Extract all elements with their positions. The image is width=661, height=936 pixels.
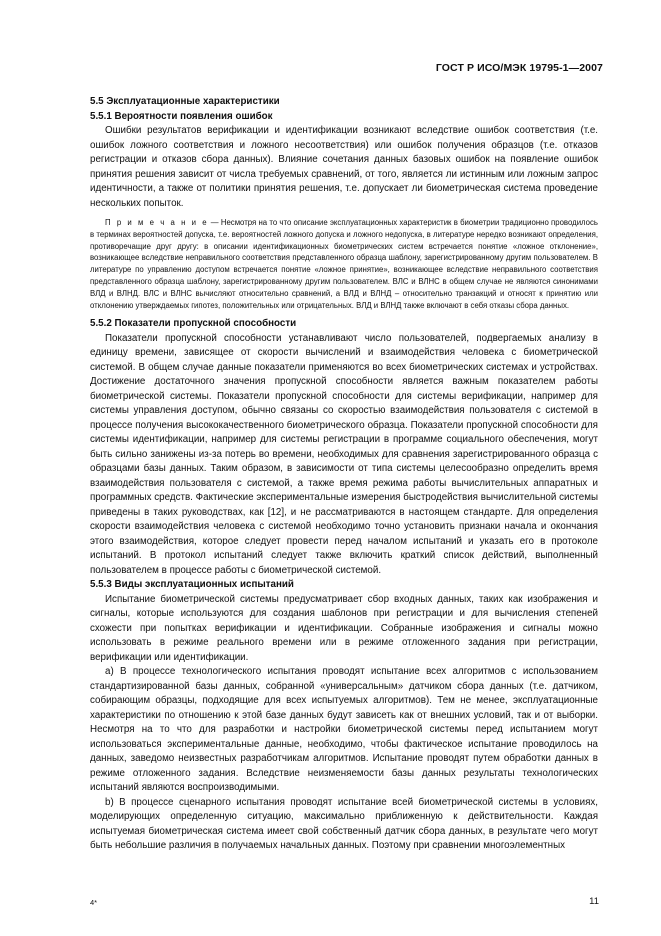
note-label: П р и м е ч а н и е [105,218,209,227]
section-5-5-1-title: 5.5.1 Вероятности появления ошибок [90,110,273,122]
page-number: 11 [589,896,599,907]
section-5-5-1-paragraph: Ошибки результатов верификации и идентификации возникают вследствие ошибок соответствия (т.е. ошибок ложного соответствия и ложного несоответствия) или ошибок получения образцов (т.е. отказов регистрации и отказов сбора данных). Влияние сочетания данных базовых ошибок на появление ошибок принятия решения зависит от числа требуемых сравнений, от того, является ли истинным или ложным запрос идентичности, а также от политики принятия решения, т.е. допускает ли биометрическая система проведение нескольких попыток. [90,125,598,209]
document-header: ГОСТ Р ИСО/МЭК 19795-1—2007 [435,62,603,74]
sheet-mark: 4* [90,898,98,907]
list-item-a: а) В процессе технологического испытания проводят испытание всех алгоритмов с использованием стандартизированной базы данных, собранной «универсальным» датчиком сбора данных (т.е. датчиком, собирающим образцы, подходящие для всех испытуемых алгоритмов). Тем не менее, эксплуатационные характеристики по отношению к этой базе данных будут зависеть как от внешних условий, так и от выборки. Несмотря на то что для разработки и настройки биометрической системы перед испытанием могут использоваться экспериментальные данные, необходимо, чтобы фактическое испытание проводилось на данных, заведомо неизвестных разработчикам алгоритмов. Испытание проводят путем обработки данных в режиме отложенного задания. Вследствие неизменяемости базы данных результаты технологических испытаний являются воспроизводимыми. [90,666,598,794]
list-item-b: b) В процессе сценарного испытания проводят испытание всей биометрической системы в условиях, моделирующих определенную ситуацию, максимально приближенную к действительности. Каждая испытуемая биометрическая система имеет свой собственный датчик сбора данных, в результате чего могут быть небольшие различия в получаемых начальных данных. Поэтому при сравнении многоэлементных [90,796,598,852]
section-5-5-3-title: 5.5.3 Виды эксплуатационных испытаний [90,579,294,591]
section-5-5-2-title: 5.5.2 Показатели пропускной способности [90,318,297,330]
page-content [90,95,598,854]
note-text: — Несмотря на то что описание эксплуатационных характеристик в биометрии традиционно проводилось в терминах вероятностей допуска, т.е. вероятностей ложного допуска и ложного недопуска, в литературе нередко возникают определения, противоречащие друг другу: в описании идентификационных биометрических систем встречается понятие «ложное отклонение», возникающее вследствие неправильного соответствия представленного образца шаблону, зарегистрированному другим пользователем. В литературе по управлению доступом встречается понятие «ложное принятие», возникающее вследствие неправильного соответствия представленного образца шаблону, зарегистрированному другим пользователем. ВЛС и ВЛНС в общем случае не являются синонимами ВЛД и ВЛНД. ВЛС и ВЛНС вычисляют относительно сравнений, а ВЛД и ВЛНД – относительно транзакций и относят к принятию или отклонению утверждаемых гипотез, положительных или отрицательных. ВЛД и ВЛНД также включают в себя отказы сбора данных. [90,218,598,310]
note-block [90,217,598,311]
section-5-5-2-paragraph: Показатели пропускной способности устанавливают число пользователей, подвергаемых анализу в единицу времени, зависящее от скорости вычислений и взаимодействия человека с биометрической системой. В общем случае данные показатели применяются во всех биометрических системах и устройствах. Достижение достаточного значения пропускной способности является важным показателем работы биометрической системы. Показатели пропускной способности для системы верификации, например для системы управления доступом, обычно связаны со скоростью взаимодействия пользователя с системой в процессе получения высококачественного биометрического образца. Показатели пропускной способности для системы идентификации, например для системы регистрации в программе социального обеспечения, могут быть сильно занижены из-за потерь во времени, необходимых для сравнения зарегистрированного образца с образцами базы данных. Таким образом, в зависимости от типа системы целесообразно определить время взаимодействия пользователя с системой, а также время режима работы вычислительных аппаратных и программных средств. Фактические экспериментальные измерения быстродействия вычислительной системы приведены в таких руководствах, как [12], и не рассматриваются в настоящем стандарте. Для определения скорости взаимодействия человека с системой необходимо точно установить признаки начала и окончания этого взаимодействия, которое следует провести перед началом испытаний и указать его в протоколе испытаний. В протокол испытаний следует также включить краткий список действий, выполненный пользователем в процессе работы с биометрической системой. [90,332,598,576]
section-5-5-title: 5.5 Эксплуатационные характеристики [90,96,280,107]
section-5-5-3-paragraph: Испытание биометрической системы предусматривает сбор входных данных, таких как изображения и сигналы, которые используются для создания шаблонов при регистрации и для вычисления степеней схожести при попытках верификации и идентификации. Собранные изображения и сигналы можно использовать в режиме реального времени или в режиме отложенного задания при регистрации, верификации или идентификации. [90,593,598,663]
